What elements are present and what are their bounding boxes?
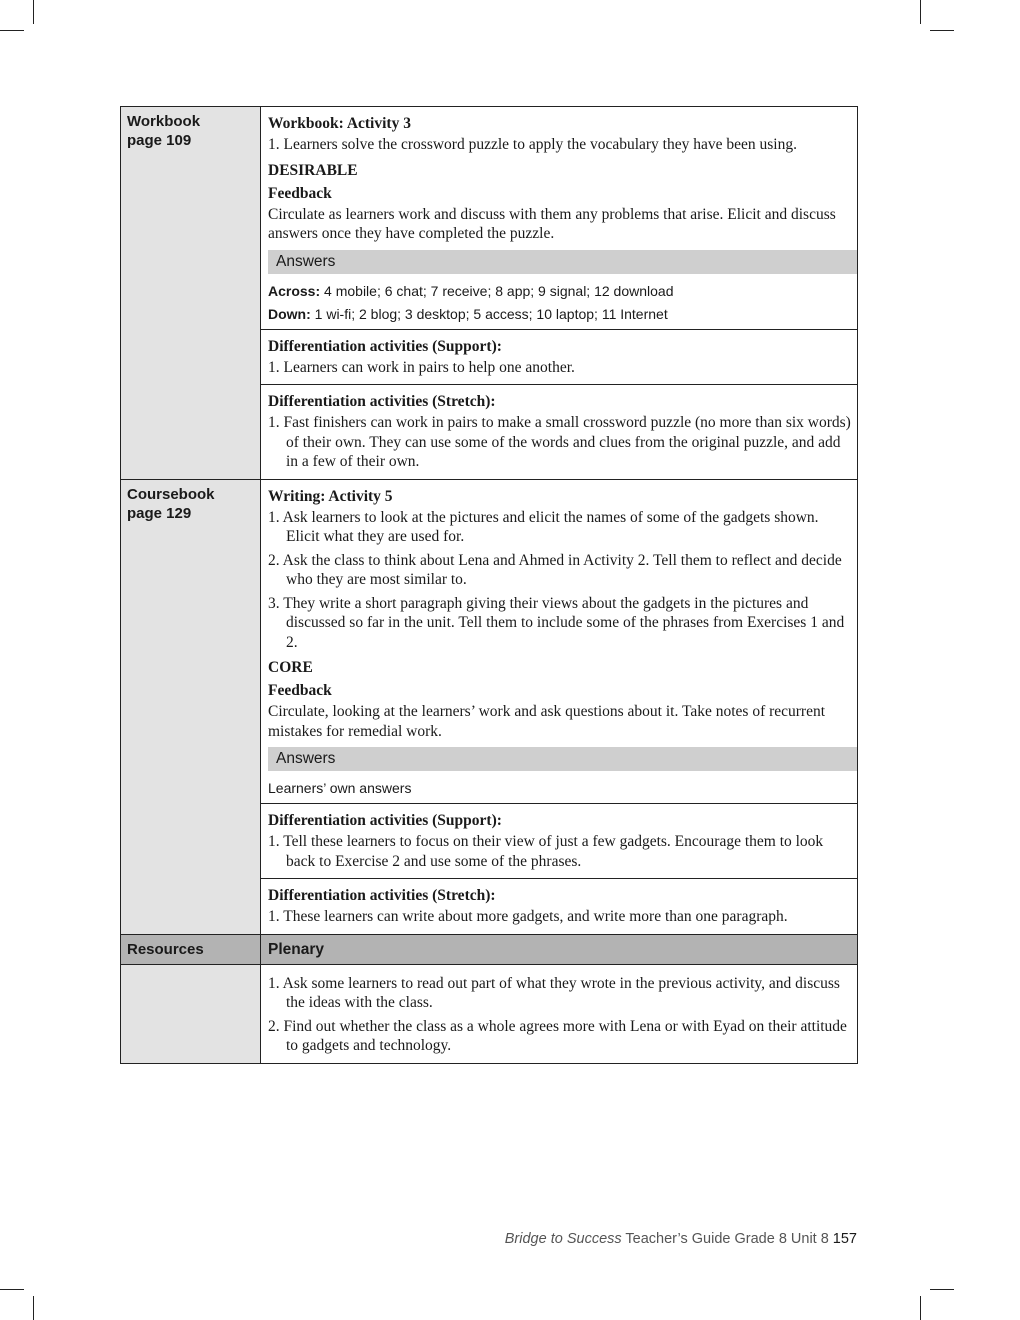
- lesson-table: [120, 106, 858, 1064]
- feedback-text: Circulate, looking at the learners’ work and ask questions about it. Take notes of recurrent mistakes for remedial work.: [268, 703, 826, 740]
- plenary-label: Plenary: [268, 940, 325, 958]
- workbook-activity-cell: [261, 107, 857, 330]
- plenary-row: [121, 965, 857, 1063]
- activity-title: Workbook: Activity 3: [268, 115, 411, 132]
- crop-mark: [33, 1296, 34, 1320]
- step: 1. Learners solve the crossword puzzle to apply the vocabulary they have been using.: [268, 136, 797, 153]
- support-cell: [261, 804, 857, 879]
- stretch-cell: [261, 879, 857, 934]
- stretch-text: 1. Fast finishers can work in pairs to make a small crossword puzzle (no more than six words) of their own. They can use some of the words and clues from the original puzzle, and add in a few of their own.: [268, 414, 851, 470]
- crop-mark: [0, 1289, 24, 1290]
- support-label: Differentiation activities (Support):: [268, 812, 502, 829]
- feedback-text: Circulate as learners work and discuss with them any problems that arise. Elicit and discuss answers once they have completed the puzzle.: [268, 205, 836, 242]
- crop-mark: [33, 0, 34, 24]
- step: 3. They write a short paragraph giving their views about the gadgets in the pictures and discussed so far in the unit. Tell them to include some of the phrases from Exercises 1 and 2.: [268, 594, 845, 651]
- answers-text: Learners’ own answers: [268, 780, 412, 796]
- support-text: 1. Tell these learners to focus on their view of just a few gadgets. Encourage them to look back to Exercise 2 and use some of the phrases.: [268, 833, 824, 870]
- stretch-label: Differentiation activities (Stretch):: [268, 393, 496, 410]
- crop-mark: [930, 1289, 954, 1290]
- workbook-row: [121, 107, 857, 480]
- coursebook-row: [121, 480, 857, 935]
- crop-mark: [0, 30, 24, 31]
- step: 1. Ask learners to look at the pictures and elicit the names of some of the gadgets shown. Elicit what they are used for.: [268, 508, 819, 545]
- level-label: CORE: [268, 659, 313, 676]
- support-text: 1. Learners can work in pairs to help one another.: [268, 358, 575, 376]
- crop-mark: [920, 0, 921, 24]
- support-label: Differentiation activities (Support):: [268, 337, 502, 355]
- stretch-cell: [261, 385, 857, 479]
- step: 1. Ask some learners to read out part of what they wrote in the previous activity, and discuss the ideas with the class.: [268, 974, 840, 1011]
- plenary-cell: [261, 965, 857, 1063]
- answers-across: Across: 4 mobile; 6 chat; 7 receive; 8 app; 9 signal; 12 download: [268, 282, 674, 299]
- feedback-label: Feedback: [268, 682, 332, 699]
- resources-cell: [121, 965, 261, 1063]
- activity-title: Writing: Activity 5: [268, 487, 393, 505]
- writing-activity-cell: [261, 480, 857, 805]
- stretch-text: 1. These learners can write about more gadgets, and write more than one paragraph.: [268, 908, 788, 925]
- crop-mark: [930, 30, 954, 31]
- coursebook-ref: Coursebook page 129: [121, 480, 261, 934]
- feedback-label: Feedback: [268, 184, 332, 202]
- page-footer: [505, 1231, 857, 1247]
- stretch-label: Differentiation activities (Stretch):: [268, 887, 496, 904]
- step: 2. Find out whether the class as a whole agrees more with Lena or with Eyad on their attitude to gadgets and technology.: [268, 1017, 847, 1054]
- guide-title: Teacher’s Guide Grade 8 Unit 8: [621, 1231, 829, 1247]
- answers-down: Down: 1 wi-fi; 2 blog; 3 desktop; 5 access; 10 laptop; 11 Internet: [268, 305, 668, 322]
- crop-mark: [920, 1296, 921, 1320]
- support-cell: [261, 330, 857, 386]
- level-label: DESIRABLE: [268, 161, 358, 179]
- answers-header: Answers: [268, 747, 857, 771]
- answers-header: Answers: [268, 250, 857, 274]
- resources-label: Resources: [121, 935, 261, 964]
- workbook-ref: Workbook page 109: [121, 107, 261, 479]
- series-title: Bridge to Success: [504, 1231, 622, 1247]
- plenary-header-row: [121, 935, 857, 965]
- step: 2. Ask the class to think about Lena and Ahmed in Activity 2. Tell them to reflect and decide who they are most similar to.: [268, 551, 842, 588]
- page-number: 157: [832, 1231, 857, 1247]
